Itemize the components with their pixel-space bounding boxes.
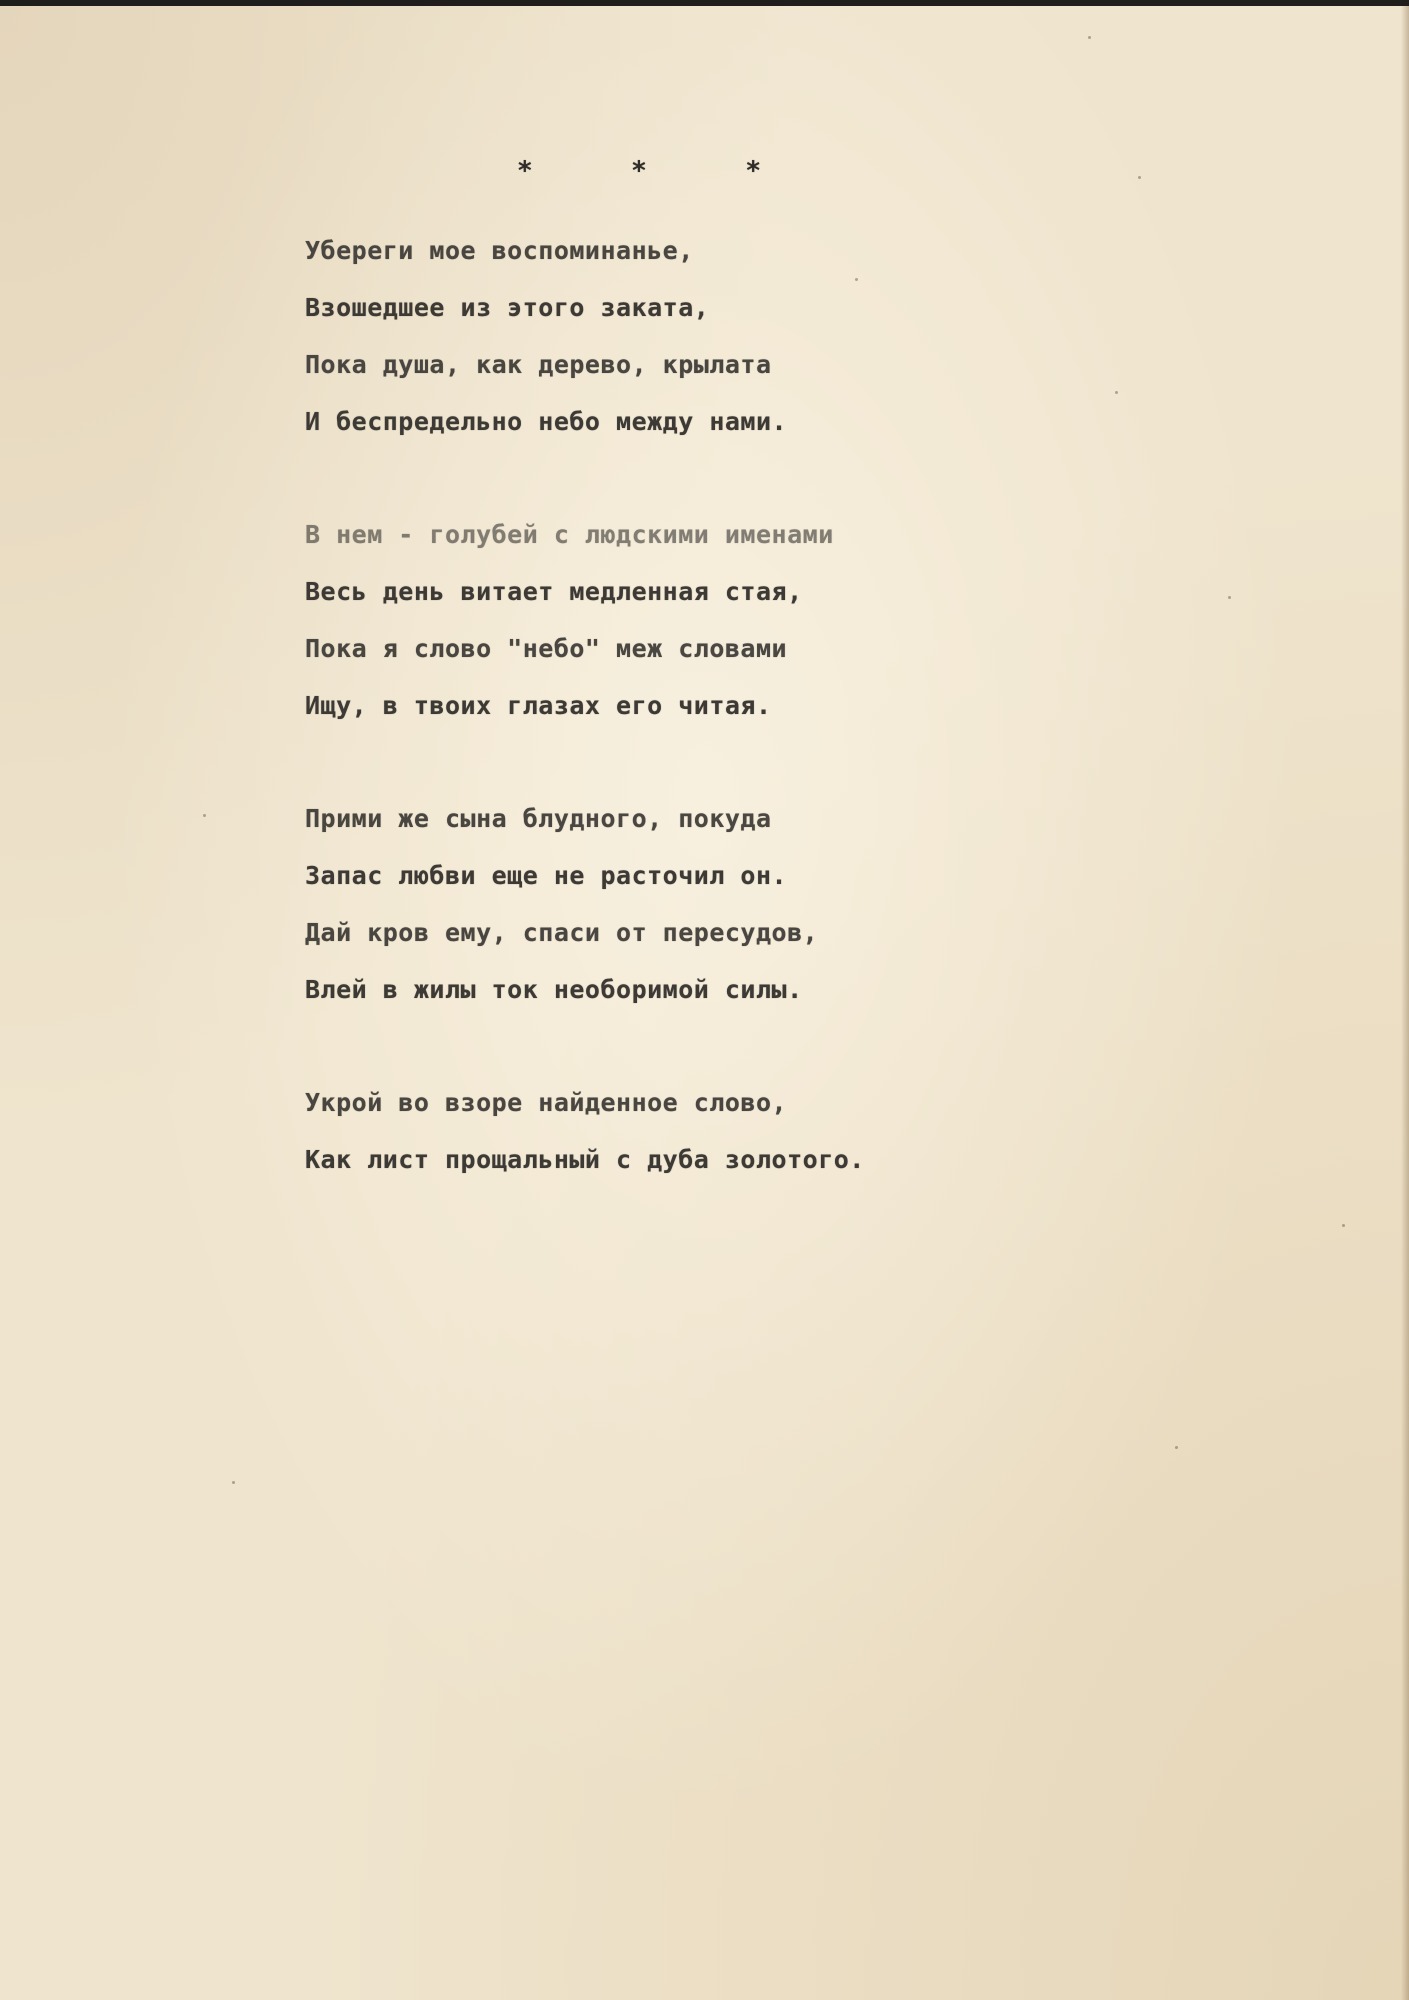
poem-line: В нем - голубей с людскими именами — [305, 520, 834, 549]
stanza-2 — [305, 506, 1205, 734]
stanza-3 — [305, 790, 1205, 1018]
poem-line: Взошедшее из этого заката, — [305, 293, 710, 322]
poem-line: Пока душа, как дерево, крылата — [305, 350, 772, 379]
paper-speck — [203, 814, 206, 817]
poem-text — [305, 156, 1205, 1244]
paper-speck — [1175, 1446, 1178, 1449]
ornament-star: * — [745, 156, 762, 186]
poem-line: Укрой во взоре найденное слово, — [305, 1088, 788, 1117]
poem-line: И беспредельно небо между нами. — [305, 407, 788, 436]
poem-line: Дай кров ему, спаси от пересудов, — [305, 918, 819, 947]
paper-speck — [1342, 1224, 1345, 1227]
poem-line: Запас любви еще не расточил он. — [305, 861, 788, 890]
poem-line: Влей в жилы ток необоримой силы. — [305, 975, 803, 1004]
ornament-star: * — [517, 156, 534, 186]
paper-speck — [232, 1481, 235, 1484]
page-edge-shadow — [1401, 6, 1409, 2000]
poem-line: Как лист прощальный с дуба золотого. — [305, 1145, 865, 1174]
poem-line: Весь день витает медленная стая, — [305, 577, 803, 606]
stanza-1 — [305, 222, 1205, 450]
paper-speck — [1088, 36, 1091, 39]
poem-line: Прими же сына блудного, покуда — [305, 804, 772, 833]
poem-line: Пока я слово "небо" меж словами — [305, 634, 788, 663]
paper-speck — [1228, 596, 1231, 599]
poem-line: Ищу, в твоих глазах его читая. — [305, 691, 772, 720]
section-ornament — [517, 156, 1205, 186]
poem-line: Убереги мое воспоминанье, — [305, 236, 694, 265]
stanza-4 — [305, 1074, 1205, 1188]
ornament-star: * — [631, 156, 648, 186]
